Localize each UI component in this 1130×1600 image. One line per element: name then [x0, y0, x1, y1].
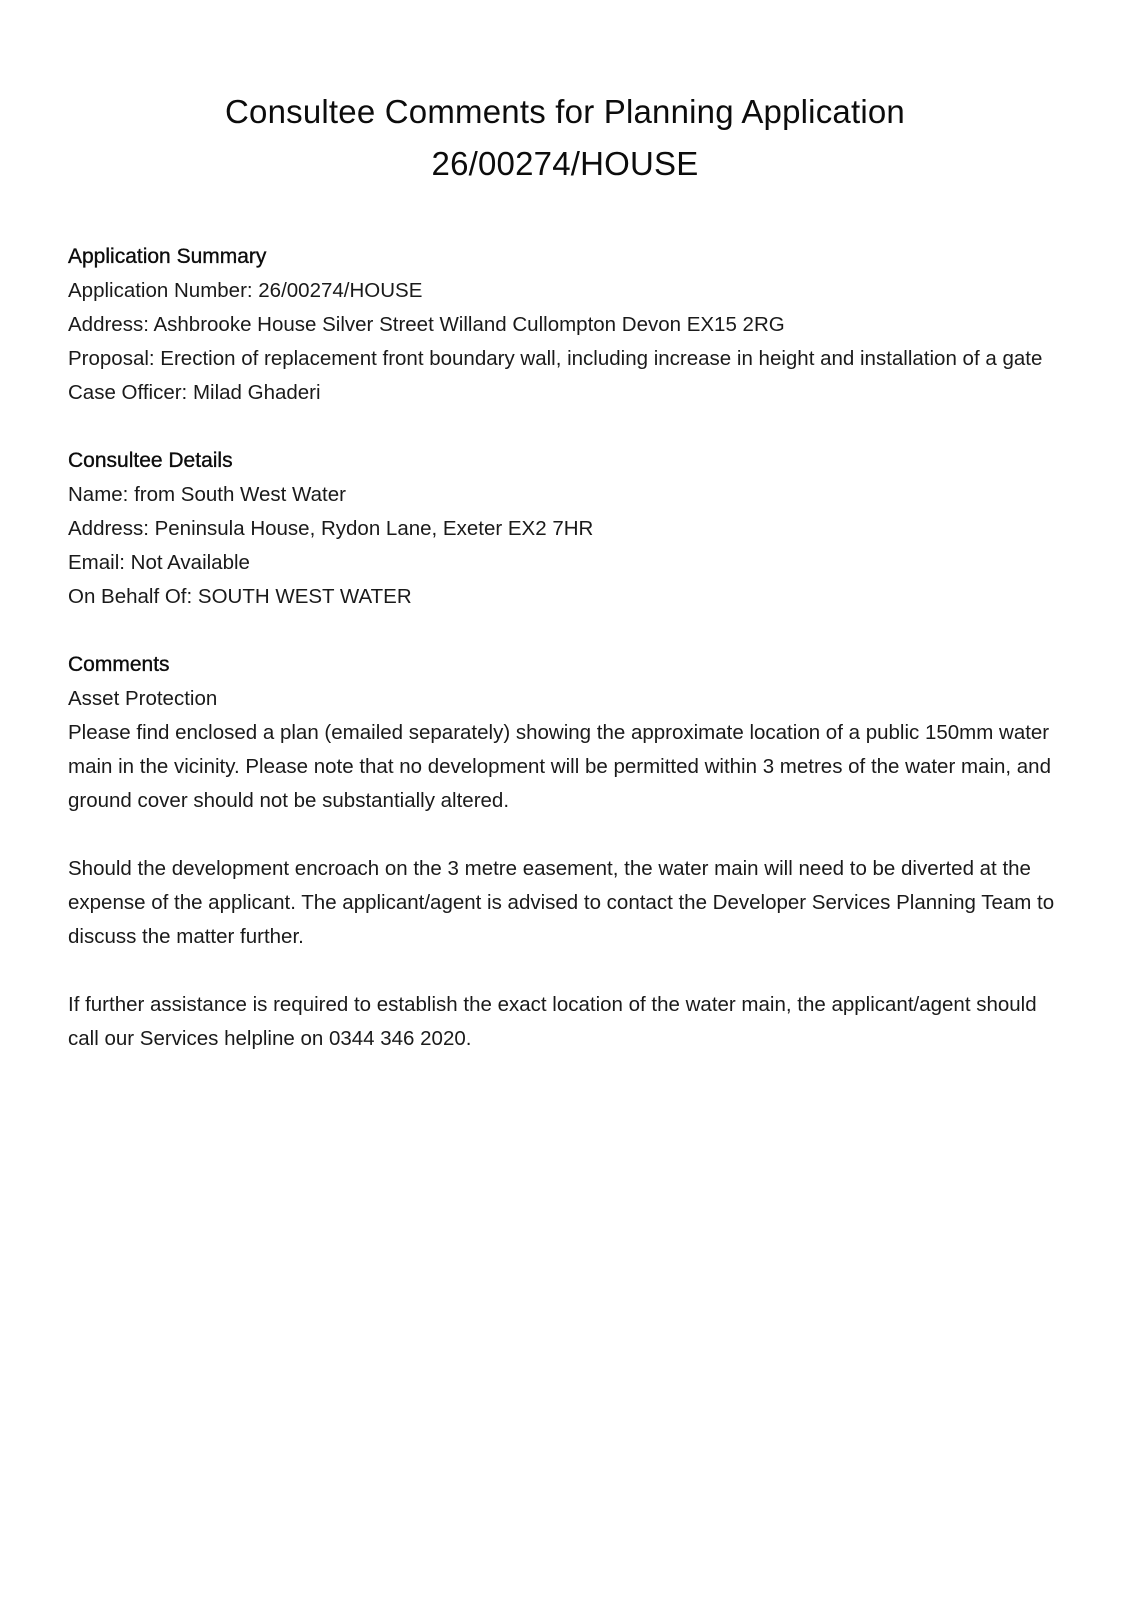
consultee-details-heading: Consultee Details: [68, 449, 233, 472]
application-summary-heading: Application Summary: [68, 245, 267, 268]
application-summary-section: [68, 240, 1062, 410]
application-address: Address: Ashbrooke House Silver Street Willand Cullompton Devon EX15 2RG: [68, 313, 785, 336]
title-line-2: 26/00274/HOUSE: [431, 145, 699, 182]
paragraph-gap: [68, 818, 1062, 852]
comments-heading: Comments: [68, 653, 170, 676]
application-number: Application Number: 26/00274/HOUSE: [68, 279, 423, 302]
comment-paragraph-3: If further assistance is required to establish the exact location of the water main, the applicant/agent should call our Services helpline on 0344 346 2020.: [68, 993, 1037, 1050]
consultee-address: Address: Peninsula House, Rydon Lane, Exeter EX2 7HR: [68, 517, 594, 540]
comment-paragraph-2: Should the development encroach on the 3 metre easement, the water main will need to be diverted at the expense of the applicant. The applicant/agent is advised to contact the Developer Services Planning Team to discuss the matter further.: [68, 857, 1055, 948]
consultee-email: Email: Not Available: [68, 551, 250, 574]
page-title: [68, 86, 1062, 190]
consultee-on-behalf-of: On Behalf Of: SOUTH WEST WATER: [68, 585, 412, 608]
comment-paragraph-1: Please find enclosed a plan (emailed separately) showing the approximate location of a public 150mm water main in the vicinity. Please note that no development will be permitted within 3 metres of the water main, and ground cover should not be substantially altered.: [68, 721, 1051, 812]
consultee-name: Name: from South West Water: [68, 483, 346, 506]
title-line-1: Consultee Comments for Planning Application: [225, 93, 905, 130]
paragraph-gap: [68, 954, 1062, 988]
application-proposal: Proposal: Erection of replacement front boundary wall, including increase in height and installation of a gate: [68, 347, 1043, 370]
comments-section: [68, 648, 1062, 1056]
case-officer: Case Officer: Milad Ghaderi: [68, 381, 321, 404]
comments-subheading: Asset Protection: [68, 687, 218, 710]
consultee-details-section: [68, 444, 1062, 614]
